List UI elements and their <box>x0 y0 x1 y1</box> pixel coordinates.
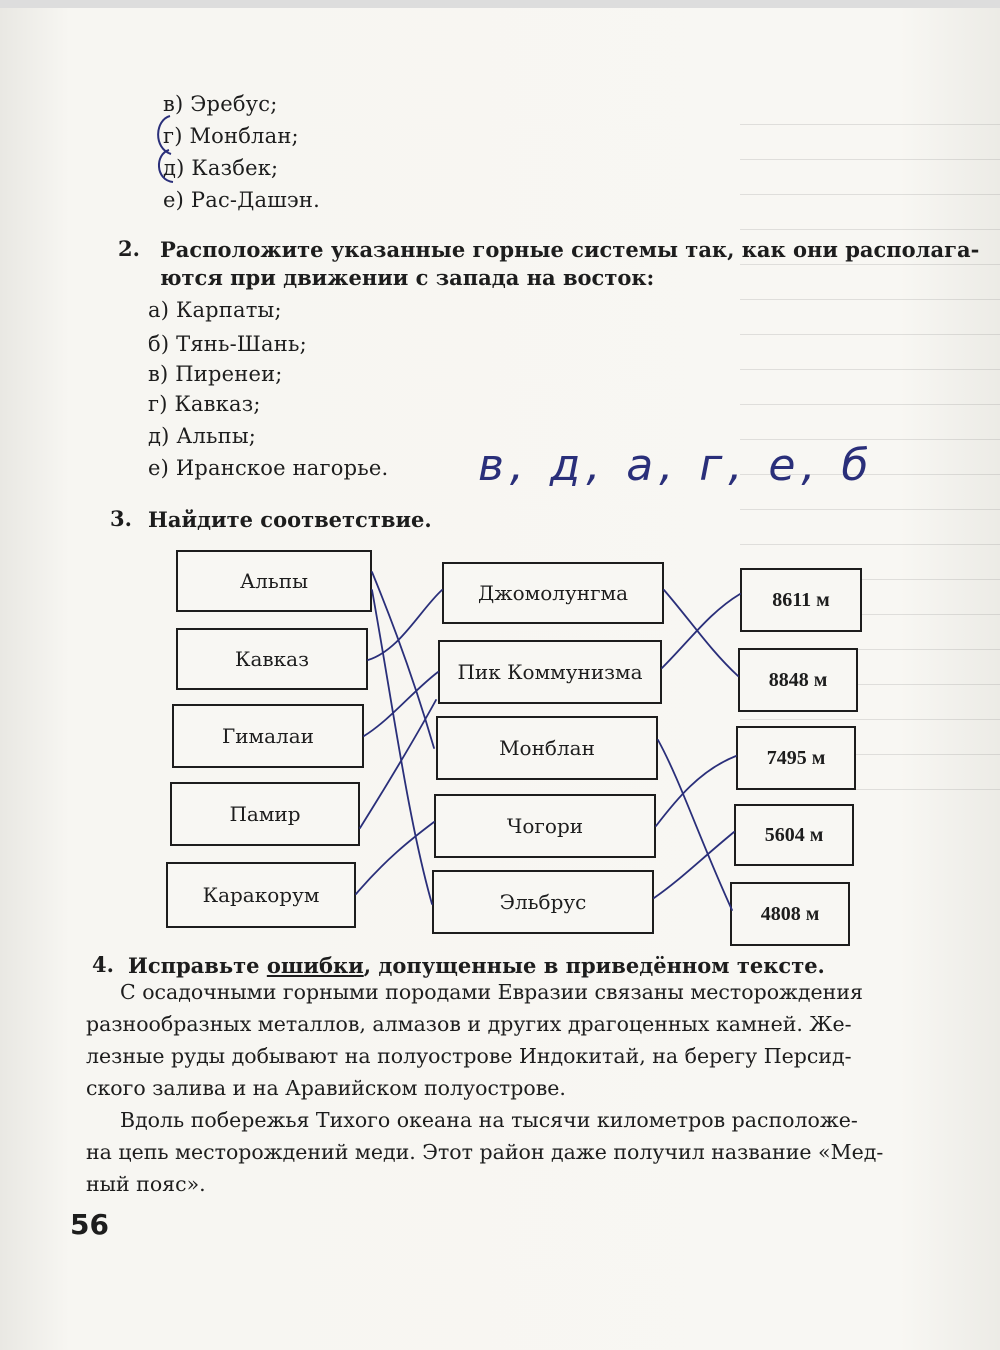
peak-box: Джомолунгма <box>442 562 664 624</box>
system-box: Альпы <box>176 550 372 612</box>
underlined-word: ошибки <box>266 953 364 978</box>
list-item: г) Кавказ; <box>148 392 261 416</box>
peak-box: Пик Коммунизма <box>438 640 662 704</box>
list-item: а) Карпаты; <box>148 298 282 322</box>
task-title: Исправьте ошибки, допущенные в приведённом тексте. <box>128 953 825 978</box>
peak-box: Чогори <box>434 794 656 858</box>
list-item: в) Эребус; <box>163 92 278 116</box>
handwritten-answer: в, д, а, г, е, б <box>478 440 875 491</box>
task-title: ются при движении с запада на восток: <box>160 265 655 290</box>
peak-box: Монблан <box>436 716 658 780</box>
task-title: Найдите соответствие. <box>148 507 432 532</box>
list-item: г) Монблан; <box>163 124 299 148</box>
height-box: 8611 м <box>740 568 862 632</box>
list-item: е) Рас-Дашэн. <box>163 188 320 212</box>
list-item: д) Казбек; <box>163 156 279 180</box>
height-box: 5604 м <box>734 804 854 866</box>
paragraph: С осадочными горными породами Евразии связаны месторождения разнообразных металлов, алмазов и других драгоценных камней. Же- лезные руды добывают на полуострове Индокитай, на берегу Персид- ского залива и на Аравийском полуострове. Вдоль побережья Тихого океана на тысячи километров расположе- на цепь месторождений меди. Этот район даже получил название «Мед- ный пояс». <box>86 980 884 1196</box>
list-item: в) Пиренеи; <box>148 362 283 386</box>
height-box: 7495 м <box>736 726 856 790</box>
list-item: е) Иранское нагорье. <box>148 456 389 480</box>
system-box: Гималаи <box>172 704 364 768</box>
height-box: 8848 м <box>738 648 858 712</box>
page-number: 56 <box>70 1208 109 1241</box>
task-number: 3. <box>110 506 132 531</box>
task-title: Расположите указанные горные системы так, как они располага- <box>160 237 980 262</box>
list-item: д) Альпы; <box>148 424 257 448</box>
system-box: Каракорум <box>166 862 356 928</box>
list-item: б) Тянь-Шань; <box>148 332 307 356</box>
task-number: 2. <box>118 236 140 261</box>
peak-box: Эльбрус <box>432 870 654 934</box>
task-number: 4. <box>92 952 114 977</box>
system-box: Кавказ <box>176 628 368 690</box>
system-box: Памир <box>170 782 360 846</box>
height-box: 4808 м <box>730 882 850 946</box>
